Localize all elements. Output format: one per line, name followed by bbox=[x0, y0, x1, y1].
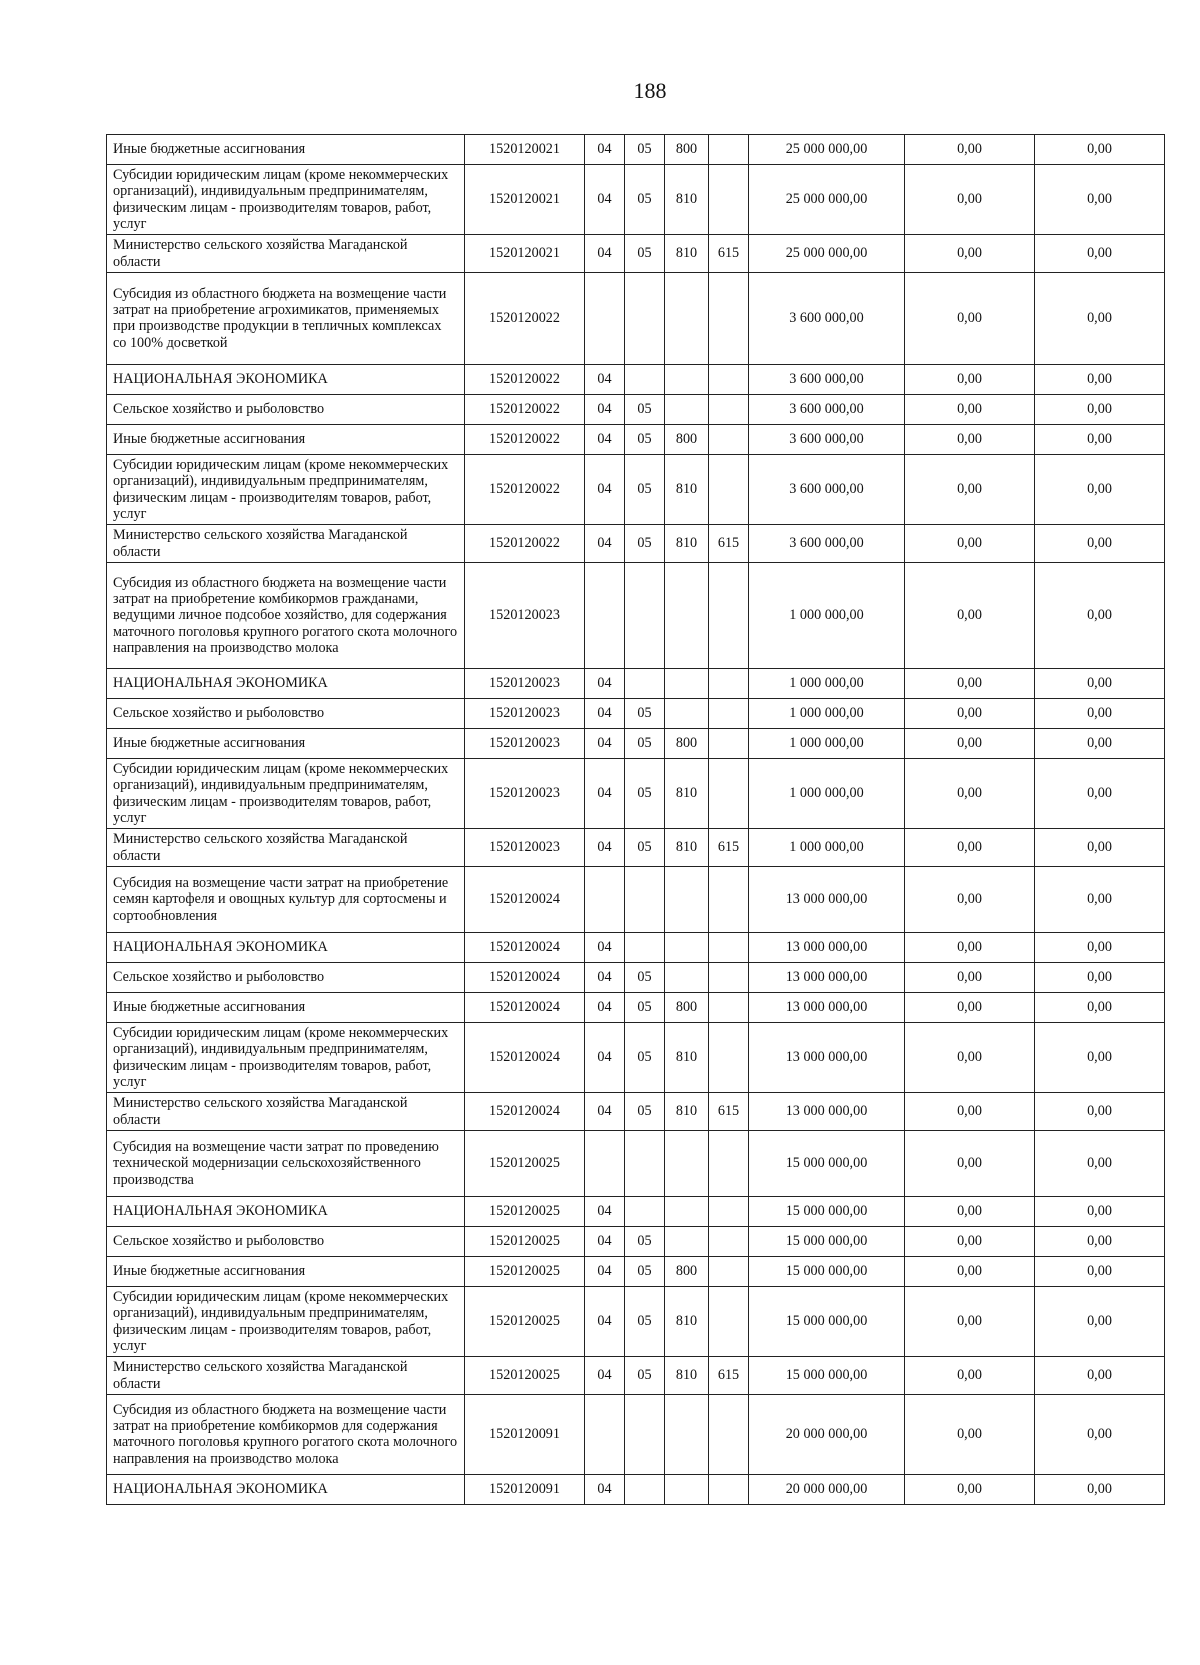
row-expense-type: 810 bbox=[665, 758, 709, 828]
row-amount-year2: 0,00 bbox=[905, 1474, 1035, 1504]
row-admin-code bbox=[709, 1196, 749, 1226]
row-section: 04 bbox=[585, 1286, 625, 1356]
table-row bbox=[107, 394, 1165, 424]
row-amount-year3: 0,00 bbox=[1035, 1286, 1165, 1356]
row-expense-type: 800 bbox=[665, 135, 709, 165]
row-target-code: 1520120023 bbox=[465, 562, 585, 668]
row-admin-code bbox=[709, 272, 749, 364]
row-target-code: 1520120024 bbox=[465, 932, 585, 962]
row-amount-year3: 0,00 bbox=[1035, 962, 1165, 992]
row-target-code: 1520120023 bbox=[465, 668, 585, 698]
row-admin-code bbox=[709, 698, 749, 728]
row-subsection: 05 bbox=[625, 1093, 665, 1131]
row-target-code: 1520120021 bbox=[465, 135, 585, 165]
row-amount-year2: 0,00 bbox=[905, 728, 1035, 758]
row-amount-year2: 0,00 bbox=[905, 1196, 1035, 1226]
row-expense-type: 810 bbox=[665, 829, 709, 867]
row-subsection bbox=[625, 1130, 665, 1196]
row-section: 04 bbox=[585, 829, 625, 867]
row-admin-code bbox=[709, 1474, 749, 1504]
row-amount-year3: 0,00 bbox=[1035, 1474, 1165, 1504]
row-amount-year3: 0,00 bbox=[1035, 758, 1165, 828]
row-amount-year2: 0,00 bbox=[905, 1130, 1035, 1196]
row-amount-year3: 0,00 bbox=[1035, 394, 1165, 424]
row-section: 04 bbox=[585, 165, 625, 235]
row-amount-year2: 0,00 bbox=[905, 235, 1035, 273]
row-subsection: 05 bbox=[625, 758, 665, 828]
table-row bbox=[107, 272, 1165, 364]
row-expense-type bbox=[665, 866, 709, 932]
table-row bbox=[107, 1357, 1165, 1395]
row-expense-type: 800 bbox=[665, 424, 709, 454]
row-section: 04 bbox=[585, 1022, 625, 1092]
budget-table-body bbox=[107, 135, 1165, 1505]
row-amount-year2: 0,00 bbox=[905, 1022, 1035, 1092]
row-subsection: 05 bbox=[625, 394, 665, 424]
row-subsection: 05 bbox=[625, 1357, 665, 1395]
row-amount-year3: 0,00 bbox=[1035, 1022, 1165, 1092]
row-amount-year2: 0,00 bbox=[905, 668, 1035, 698]
row-subsection: 05 bbox=[625, 135, 665, 165]
table-row bbox=[107, 1226, 1165, 1256]
row-expense-type: 810 bbox=[665, 165, 709, 235]
row-amount-year2: 0,00 bbox=[905, 135, 1035, 165]
row-amount: 20 000 000,00 bbox=[749, 1474, 905, 1504]
row-admin-code bbox=[709, 1286, 749, 1356]
row-expense-type: 810 bbox=[665, 235, 709, 273]
row-expense-type: 810 bbox=[665, 1357, 709, 1395]
row-admin-code bbox=[709, 562, 749, 668]
row-subsection: 05 bbox=[625, 829, 665, 867]
row-amount-year2: 0,00 bbox=[905, 364, 1035, 394]
row-subsection: 05 bbox=[625, 235, 665, 273]
row-subsection bbox=[625, 562, 665, 668]
row-amount-year3: 0,00 bbox=[1035, 1093, 1165, 1131]
row-expense-type: 810 bbox=[665, 1286, 709, 1356]
row-amount-year3: 0,00 bbox=[1035, 562, 1165, 668]
row-subsection: 05 bbox=[625, 454, 665, 524]
row-amount-year3: 0,00 bbox=[1035, 454, 1165, 524]
row-amount-year3: 0,00 bbox=[1035, 1394, 1165, 1474]
row-amount-year3: 0,00 bbox=[1035, 698, 1165, 728]
table-row bbox=[107, 992, 1165, 1022]
row-name: Министерство сельского хозяйства Магаданской области bbox=[107, 235, 465, 273]
row-amount-year2: 0,00 bbox=[905, 698, 1035, 728]
row-section: 04 bbox=[585, 454, 625, 524]
row-amount-year2: 0,00 bbox=[905, 962, 1035, 992]
table-row bbox=[107, 1022, 1165, 1092]
row-target-code: 1520120021 bbox=[465, 235, 585, 273]
row-expense-type: 800 bbox=[665, 728, 709, 758]
row-amount-year2: 0,00 bbox=[905, 525, 1035, 563]
row-name: Субсидии юридическим лицам (кроме некоммерческих организаций), индивидуальным предпринимателям, физическим лицам - производителям товаров, работ, услуг bbox=[107, 1286, 465, 1356]
row-target-code: 1520120022 bbox=[465, 525, 585, 563]
row-subsection bbox=[625, 932, 665, 962]
row-amount-year2: 0,00 bbox=[905, 1357, 1035, 1395]
row-target-code: 1520120022 bbox=[465, 272, 585, 364]
budget-table bbox=[106, 134, 1165, 1505]
table-row bbox=[107, 1256, 1165, 1286]
row-target-code: 1520120091 bbox=[465, 1394, 585, 1474]
row-subsection: 05 bbox=[625, 992, 665, 1022]
row-target-code: 1520120022 bbox=[465, 394, 585, 424]
table-row bbox=[107, 165, 1165, 235]
row-amount-year3: 0,00 bbox=[1035, 235, 1165, 273]
row-amount: 20 000 000,00 bbox=[749, 1394, 905, 1474]
row-admin-code bbox=[709, 135, 749, 165]
row-expense-type bbox=[665, 932, 709, 962]
row-admin-code bbox=[709, 992, 749, 1022]
row-name: Субсидии юридическим лицам (кроме некоммерческих организаций), индивидуальным предпринимателям, физическим лицам - производителям товаров, работ, услуг bbox=[107, 1022, 465, 1092]
table-row bbox=[107, 364, 1165, 394]
row-amount-year3: 0,00 bbox=[1035, 668, 1165, 698]
row-section: 04 bbox=[585, 758, 625, 828]
row-admin-code bbox=[709, 1394, 749, 1474]
row-name: Субсидия из областного бюджета на возмещение части затрат на приобретение комбикормов для содержания маточного поголовья крупного рогатого скота молочного направления на производство молока bbox=[107, 1394, 465, 1474]
row-name: Министерство сельского хозяйства Магаданской области bbox=[107, 1093, 465, 1131]
row-amount-year3: 0,00 bbox=[1035, 1196, 1165, 1226]
row-target-code: 1520120024 bbox=[465, 1022, 585, 1092]
row-target-code: 1520120025 bbox=[465, 1130, 585, 1196]
row-amount: 1 000 000,00 bbox=[749, 668, 905, 698]
row-section: 04 bbox=[585, 424, 625, 454]
table-row bbox=[107, 454, 1165, 524]
row-target-code: 1520120023 bbox=[465, 829, 585, 867]
row-section: 04 bbox=[585, 1357, 625, 1395]
row-section bbox=[585, 272, 625, 364]
row-admin-code bbox=[709, 1130, 749, 1196]
row-section bbox=[585, 1394, 625, 1474]
row-amount-year2: 0,00 bbox=[905, 829, 1035, 867]
row-expense-type bbox=[665, 668, 709, 698]
row-amount: 25 000 000,00 bbox=[749, 235, 905, 273]
row-subsection: 05 bbox=[625, 698, 665, 728]
row-name: Министерство сельского хозяйства Магаданской области bbox=[107, 1357, 465, 1395]
table-row bbox=[107, 135, 1165, 165]
row-expense-type: 810 bbox=[665, 525, 709, 563]
row-admin-code bbox=[709, 668, 749, 698]
row-amount: 1 000 000,00 bbox=[749, 562, 905, 668]
row-amount: 1 000 000,00 bbox=[749, 829, 905, 867]
row-target-code: 1520120023 bbox=[465, 758, 585, 828]
row-subsection bbox=[625, 1394, 665, 1474]
row-name: Сельское хозяйство и рыболовство bbox=[107, 962, 465, 992]
row-amount-year3: 0,00 bbox=[1035, 728, 1165, 758]
row-section bbox=[585, 1130, 625, 1196]
row-section: 04 bbox=[585, 525, 625, 563]
row-subsection bbox=[625, 364, 665, 394]
row-subsection: 05 bbox=[625, 424, 665, 454]
row-amount-year3: 0,00 bbox=[1035, 829, 1165, 867]
row-admin-code bbox=[709, 165, 749, 235]
row-target-code: 1520120024 bbox=[465, 866, 585, 932]
table-row bbox=[107, 1130, 1165, 1196]
row-section: 04 bbox=[585, 364, 625, 394]
row-name: Субсидия из областного бюджета на возмещение части затрат на приобретение агрохимикатов, применяемых при производстве продукции в тепличных комплексах со 100% досветкой bbox=[107, 272, 465, 364]
row-expense-type bbox=[665, 1130, 709, 1196]
row-admin-code: 615 bbox=[709, 525, 749, 563]
row-subsection: 05 bbox=[625, 962, 665, 992]
row-section: 04 bbox=[585, 962, 625, 992]
row-amount-year2: 0,00 bbox=[905, 1286, 1035, 1356]
row-target-code: 1520120091 bbox=[465, 1474, 585, 1504]
row-expense-type bbox=[665, 962, 709, 992]
row-admin-code bbox=[709, 1256, 749, 1286]
table-row bbox=[107, 698, 1165, 728]
row-section: 04 bbox=[585, 235, 625, 273]
row-name: НАЦИОНАЛЬНАЯ ЭКОНОМИКА bbox=[107, 1196, 465, 1226]
row-admin-code bbox=[709, 454, 749, 524]
row-name: Сельское хозяйство и рыболовство bbox=[107, 394, 465, 424]
row-amount: 15 000 000,00 bbox=[749, 1196, 905, 1226]
row-amount-year3: 0,00 bbox=[1035, 932, 1165, 962]
row-target-code: 1520120022 bbox=[465, 454, 585, 524]
row-admin-code bbox=[709, 424, 749, 454]
table-row bbox=[107, 728, 1165, 758]
table-row bbox=[107, 1196, 1165, 1226]
row-amount: 15 000 000,00 bbox=[749, 1256, 905, 1286]
row-expense-type bbox=[665, 1196, 709, 1226]
row-amount-year2: 0,00 bbox=[905, 866, 1035, 932]
row-admin-code: 615 bbox=[709, 235, 749, 273]
row-expense-type bbox=[665, 364, 709, 394]
row-target-code: 1520120023 bbox=[465, 728, 585, 758]
row-amount-year2: 0,00 bbox=[905, 424, 1035, 454]
row-amount-year3: 0,00 bbox=[1035, 135, 1165, 165]
row-subsection: 05 bbox=[625, 1022, 665, 1092]
row-amount: 13 000 000,00 bbox=[749, 866, 905, 932]
row-amount-year2: 0,00 bbox=[905, 1226, 1035, 1256]
row-amount: 3 600 000,00 bbox=[749, 364, 905, 394]
row-section: 04 bbox=[585, 668, 625, 698]
row-subsection: 05 bbox=[625, 1286, 665, 1356]
row-section: 04 bbox=[585, 1093, 625, 1131]
row-amount: 15 000 000,00 bbox=[749, 1357, 905, 1395]
row-expense-type: 810 bbox=[665, 1022, 709, 1092]
row-section: 04 bbox=[585, 932, 625, 962]
row-admin-code: 615 bbox=[709, 1357, 749, 1395]
row-amount-year2: 0,00 bbox=[905, 1394, 1035, 1474]
row-amount: 1 000 000,00 bbox=[749, 698, 905, 728]
table-row bbox=[107, 866, 1165, 932]
row-name: Субсидия на возмещение части затрат по проведению технической модернизации сельскохозяйственного производства bbox=[107, 1130, 465, 1196]
row-amount: 15 000 000,00 bbox=[749, 1130, 905, 1196]
row-name: Иные бюджетные ассигнования bbox=[107, 424, 465, 454]
row-name: Сельское хозяйство и рыболовство bbox=[107, 698, 465, 728]
row-amount: 13 000 000,00 bbox=[749, 962, 905, 992]
row-subsection: 05 bbox=[625, 525, 665, 563]
row-admin-code bbox=[709, 866, 749, 932]
row-name: НАЦИОНАЛЬНАЯ ЭКОНОМИКА bbox=[107, 932, 465, 962]
row-name: Иные бюджетные ассигнования bbox=[107, 135, 465, 165]
row-target-code: 1520120025 bbox=[465, 1286, 585, 1356]
row-section: 04 bbox=[585, 728, 625, 758]
table-row bbox=[107, 962, 1165, 992]
table-row bbox=[107, 562, 1165, 668]
row-admin-code bbox=[709, 394, 749, 424]
row-section bbox=[585, 866, 625, 932]
table-row bbox=[107, 424, 1165, 454]
row-target-code: 1520120025 bbox=[465, 1226, 585, 1256]
row-amount-year3: 0,00 bbox=[1035, 992, 1165, 1022]
row-amount-year2: 0,00 bbox=[905, 272, 1035, 364]
row-amount-year3: 0,00 bbox=[1035, 1357, 1165, 1395]
row-amount: 13 000 000,00 bbox=[749, 1022, 905, 1092]
row-name: НАЦИОНАЛЬНАЯ ЭКОНОМИКА bbox=[107, 364, 465, 394]
row-subsection bbox=[625, 668, 665, 698]
row-amount-year3: 0,00 bbox=[1035, 165, 1165, 235]
table-row bbox=[107, 932, 1165, 962]
table-row bbox=[107, 1474, 1165, 1504]
table-row bbox=[107, 1394, 1165, 1474]
row-amount: 15 000 000,00 bbox=[749, 1226, 905, 1256]
row-amount-year2: 0,00 bbox=[905, 992, 1035, 1022]
row-amount: 13 000 000,00 bbox=[749, 932, 905, 962]
row-admin-code: 615 bbox=[709, 829, 749, 867]
row-section: 04 bbox=[585, 1226, 625, 1256]
row-amount: 3 600 000,00 bbox=[749, 454, 905, 524]
row-section: 04 bbox=[585, 135, 625, 165]
row-amount: 13 000 000,00 bbox=[749, 992, 905, 1022]
row-subsection bbox=[625, 272, 665, 364]
row-name: Сельское хозяйство и рыболовство bbox=[107, 1226, 465, 1256]
row-name: Министерство сельского хозяйства Магаданской области bbox=[107, 525, 465, 563]
table-row bbox=[107, 1093, 1165, 1131]
row-section: 04 bbox=[585, 1474, 625, 1504]
row-subsection: 05 bbox=[625, 728, 665, 758]
row-name: Иные бюджетные ассигнования bbox=[107, 992, 465, 1022]
row-expense-type bbox=[665, 1226, 709, 1256]
row-expense-type bbox=[665, 698, 709, 728]
row-section: 04 bbox=[585, 992, 625, 1022]
row-target-code: 1520120025 bbox=[465, 1256, 585, 1286]
row-amount-year2: 0,00 bbox=[905, 562, 1035, 668]
table-row bbox=[107, 525, 1165, 563]
row-expense-type bbox=[665, 1474, 709, 1504]
row-expense-type: 800 bbox=[665, 992, 709, 1022]
row-subsection: 05 bbox=[625, 1256, 665, 1286]
row-amount-year3: 0,00 bbox=[1035, 525, 1165, 563]
row-amount-year2: 0,00 bbox=[905, 1256, 1035, 1286]
row-expense-type bbox=[665, 272, 709, 364]
row-amount-year2: 0,00 bbox=[905, 1093, 1035, 1131]
row-admin-code bbox=[709, 1022, 749, 1092]
row-amount-year2: 0,00 bbox=[905, 454, 1035, 524]
row-admin-code bbox=[709, 1226, 749, 1256]
row-amount: 3 600 000,00 bbox=[749, 272, 905, 364]
row-name: Министерство сельского хозяйства Магаданской области bbox=[107, 829, 465, 867]
row-subsection bbox=[625, 1196, 665, 1226]
row-section: 04 bbox=[585, 698, 625, 728]
table-row bbox=[107, 668, 1165, 698]
row-amount: 3 600 000,00 bbox=[749, 424, 905, 454]
row-section: 04 bbox=[585, 394, 625, 424]
row-target-code: 1520120024 bbox=[465, 992, 585, 1022]
row-expense-type bbox=[665, 394, 709, 424]
row-section: 04 bbox=[585, 1196, 625, 1226]
page-number: 188 bbox=[633, 78, 667, 103]
row-admin-code bbox=[709, 932, 749, 962]
row-expense-type bbox=[665, 1394, 709, 1474]
row-amount-year3: 0,00 bbox=[1035, 364, 1165, 394]
row-amount: 25 000 000,00 bbox=[749, 165, 905, 235]
row-subsection: 05 bbox=[625, 165, 665, 235]
row-amount-year2: 0,00 bbox=[905, 165, 1035, 235]
row-name: Субсидии юридическим лицам (кроме некоммерческих организаций), индивидуальным предпринимателям, физическим лицам - производителям товаров, работ, услуг bbox=[107, 758, 465, 828]
row-target-code: 1520120022 bbox=[465, 364, 585, 394]
row-amount: 15 000 000,00 bbox=[749, 1286, 905, 1356]
row-expense-type: 810 bbox=[665, 454, 709, 524]
row-target-code: 1520120024 bbox=[465, 1093, 585, 1131]
row-amount-year3: 0,00 bbox=[1035, 1226, 1165, 1256]
row-amount-year3: 0,00 bbox=[1035, 1256, 1165, 1286]
row-target-code: 1520120024 bbox=[465, 962, 585, 992]
row-name: Субсидия на возмещение части затрат на приобретение семян картофеля и овощных культур для сортосмены и сортообновления bbox=[107, 866, 465, 932]
table-row bbox=[107, 829, 1165, 867]
row-section bbox=[585, 562, 625, 668]
row-amount: 13 000 000,00 bbox=[749, 1093, 905, 1131]
row-name: Иные бюджетные ассигнования bbox=[107, 728, 465, 758]
row-target-code: 1520120023 bbox=[465, 698, 585, 728]
row-name: НАЦИОНАЛЬНАЯ ЭКОНОМИКА bbox=[107, 1474, 465, 1504]
table-row bbox=[107, 235, 1165, 273]
row-expense-type: 810 bbox=[665, 1093, 709, 1131]
row-amount: 3 600 000,00 bbox=[749, 394, 905, 424]
row-amount-year3: 0,00 bbox=[1035, 424, 1165, 454]
row-name: Субсидии юридическим лицам (кроме некоммерческих организаций), индивидуальным предпринимателям, физическим лицам - производителям товаров, работ, услуг bbox=[107, 165, 465, 235]
row-amount: 1 000 000,00 bbox=[749, 728, 905, 758]
row-section: 04 bbox=[585, 1256, 625, 1286]
row-name: Иные бюджетные ассигнования bbox=[107, 1256, 465, 1286]
row-amount: 25 000 000,00 bbox=[749, 135, 905, 165]
row-subsection: 05 bbox=[625, 1226, 665, 1256]
row-admin-code bbox=[709, 728, 749, 758]
row-admin-code bbox=[709, 962, 749, 992]
row-amount-year3: 0,00 bbox=[1035, 1130, 1165, 1196]
row-amount-year3: 0,00 bbox=[1035, 272, 1165, 364]
table-row bbox=[107, 1286, 1165, 1356]
row-subsection bbox=[625, 1474, 665, 1504]
row-target-code: 1520120022 bbox=[465, 424, 585, 454]
row-admin-code bbox=[709, 758, 749, 828]
row-target-code: 1520120025 bbox=[465, 1357, 585, 1395]
row-expense-type: 800 bbox=[665, 1256, 709, 1286]
row-amount: 3 600 000,00 bbox=[749, 525, 905, 563]
row-name: Субсидия из областного бюджета на возмещение части затрат на приобретение комбикормов гражданами, ведущими личное подсобое хозяйство, для содержания маточного поголовья крупного рогатого скота молочного направления на производство молока bbox=[107, 562, 465, 668]
row-target-code: 1520120021 bbox=[465, 165, 585, 235]
row-amount-year3: 0,00 bbox=[1035, 866, 1165, 932]
row-name: НАЦИОНАЛЬНАЯ ЭКОНОМИКА bbox=[107, 668, 465, 698]
row-admin-code bbox=[709, 364, 749, 394]
row-amount: 1 000 000,00 bbox=[749, 758, 905, 828]
row-admin-code: 615 bbox=[709, 1093, 749, 1131]
row-target-code: 1520120025 bbox=[465, 1196, 585, 1226]
row-expense-type bbox=[665, 562, 709, 668]
row-amount-year2: 0,00 bbox=[905, 394, 1035, 424]
table-row bbox=[107, 758, 1165, 828]
row-subsection bbox=[625, 866, 665, 932]
row-amount-year2: 0,00 bbox=[905, 932, 1035, 962]
row-amount-year2: 0,00 bbox=[905, 758, 1035, 828]
row-name: Субсидии юридическим лицам (кроме некоммерческих организаций), индивидуальным предпринимателям, физическим лицам - производителям товаров, работ, услуг bbox=[107, 454, 465, 524]
